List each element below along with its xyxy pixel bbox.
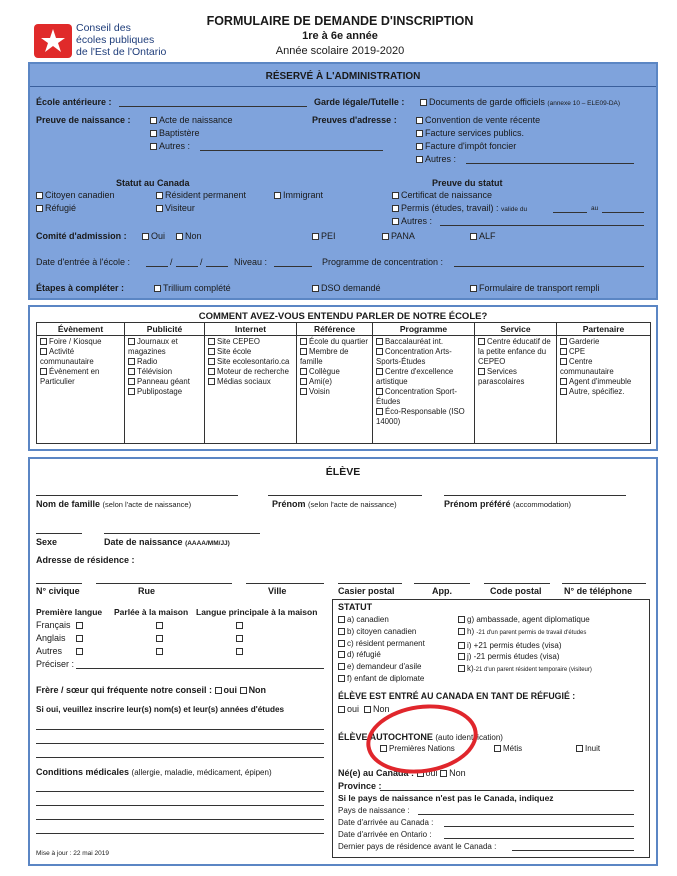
form-grades: 1re à 6e année: [302, 30, 378, 42]
date-entree-day[interactable]: [206, 266, 228, 267]
col-header-publicite: Publicité: [125, 323, 205, 336]
survey-checkbox[interactable]: [208, 348, 215, 355]
valide-label: valide du: [501, 206, 528, 213]
freres-line[interactable]: [36, 743, 324, 744]
citoyen-checkbox[interactable]: [36, 192, 43, 199]
immigrant-checkbox[interactable]: [274, 192, 281, 199]
prenom-note: (selon l'acte de naissance): [308, 500, 397, 509]
survey-checkbox[interactable]: [300, 378, 307, 385]
survey-option: Centre éducatif de la petite enfance du CEPEO: [478, 337, 551, 366]
date-arrivee-canada-field[interactable]: [444, 826, 634, 827]
col-header-programme: Programme: [373, 323, 475, 336]
langue-anglais: Anglais: [36, 633, 66, 643]
visiteur-label: Visiteur: [165, 203, 195, 213]
frere-non-checkbox[interactable]: [240, 687, 247, 694]
statut-e: e) demandeur d'asile: [347, 662, 422, 672]
inuit-label: Inuit: [585, 744, 601, 753]
date-entree-month[interactable]: [176, 266, 198, 267]
comite-oui-label: Oui: [151, 231, 166, 241]
col-partenaire: [557, 336, 651, 444]
ps-autres-field[interactable]: [440, 225, 644, 226]
survey-option: Moteur de recherche: [217, 367, 289, 376]
survey-option: Site école: [217, 347, 252, 356]
preuve-statut-title: Preuve du statut: [432, 178, 503, 188]
date-naissance-field[interactable]: [104, 533, 260, 534]
ps-autres-checkbox[interactable]: [392, 218, 399, 225]
survey-checkbox[interactable]: [40, 368, 47, 375]
valide-du-field[interactable]: [553, 212, 587, 213]
pei-label: PEI: [321, 231, 336, 241]
logo-line3: de l'Est de l'Ontario: [76, 46, 167, 58]
ps-autres-label: Autres :: [401, 216, 433, 226]
survey-option: Collègue: [309, 367, 340, 376]
statut-i-checkbox[interactable]: [458, 642, 465, 649]
telephone-field[interactable]: [562, 583, 646, 584]
survey-option: Médias sociaux: [217, 377, 271, 386]
col-service: [475, 336, 557, 444]
refugie-checkbox[interactable]: [36, 205, 43, 212]
casier-field[interactable]: [338, 583, 402, 584]
survey-option: Évènement en Particulier: [40, 367, 100, 386]
acte-label: Acte de naissance: [159, 115, 233, 125]
si-oui-label: Si oui, veuillez inscrire leur(s) nom(s) et leur(s) années d'études: [36, 705, 285, 714]
admin-title: RÉSERVÉ À L'ADMINISTRATION: [265, 71, 421, 82]
casier-label: Casier postal: [338, 586, 395, 596]
logo-mark: [34, 24, 72, 58]
sexe-label: Sexe: [36, 537, 58, 547]
rue-label: Rue: [138, 586, 156, 596]
valide-au-field[interactable]: [602, 212, 644, 213]
autres-premiere-checkbox[interactable]: [76, 648, 83, 655]
niveau-field[interactable]: [274, 266, 312, 267]
naiss-autres-label: Autres :: [159, 141, 191, 151]
survey-checkbox[interactable]: [208, 358, 215, 365]
comite-label: Comité d'admission :: [36, 231, 127, 241]
statut-h-note: -21 d'un parent permis de travail d'études: [476, 629, 587, 636]
col-header-evenement: Évènement: [37, 323, 125, 336]
prenom-pref-label: Prénom préféré: [444, 499, 511, 509]
pei-checkbox[interactable]: [312, 233, 319, 240]
statut-b: b) citoyen canadien: [347, 626, 417, 636]
survey-checkbox[interactable]: [376, 368, 383, 375]
statut-h: h): [467, 626, 475, 636]
province-label: Province :: [338, 781, 382, 791]
eleve-title: ÉLÈVE: [325, 466, 361, 478]
facture-services-label: Facture services publics.: [425, 128, 525, 138]
app-label: App.: [432, 586, 452, 596]
statut-g-checkbox[interactable]: [458, 616, 465, 623]
adr-autres-label: Autres :: [425, 154, 457, 164]
naiss-autres-checkbox[interactable]: [150, 143, 157, 150]
convention-checkbox[interactable]: [416, 117, 423, 124]
garde-label: Garde légale/Tutelle :: [314, 97, 405, 107]
form-year: Année scolaire 2019-2020: [275, 45, 405, 57]
survey-checkbox[interactable]: [376, 388, 383, 395]
premieres-nations-label: Premières Nations: [389, 744, 455, 753]
survey-checkbox[interactable]: [560, 358, 567, 365]
permis-label: Permis (études, travail) :: [401, 203, 499, 213]
francais-premiere-checkbox[interactable]: [76, 622, 83, 629]
survey-option: Concentration Arts-Sports-Études: [376, 347, 452, 366]
statut-title: STATUT: [338, 602, 373, 612]
langue-principale-label: Langue principale à la maison: [196, 607, 318, 617]
col-header-internet: Internet: [205, 323, 297, 336]
survey-option: Publipostage: [137, 387, 183, 396]
col-internet: [205, 336, 297, 444]
survey-option: Concentration Sport-Études: [376, 387, 457, 406]
conditions-label: Conditions médicales: [36, 767, 130, 777]
citoyen-label: Citoyen canadien: [45, 190, 115, 200]
survey-checkbox[interactable]: [208, 368, 215, 375]
survey-checkbox[interactable]: [208, 338, 215, 345]
adresse-label: Adresse de résidence :: [36, 555, 135, 565]
metis-checkbox[interactable]: [494, 745, 501, 752]
statut-c-checkbox[interactable]: [338, 640, 345, 647]
survey-checkbox[interactable]: [376, 408, 383, 415]
preuves-adresse-label: Preuves d'adresse :: [312, 115, 397, 125]
garde-opt: Documents de garde officiels: [429, 97, 545, 107]
trillium-label: Trillium complété: [163, 283, 231, 293]
survey-checkbox[interactable]: [300, 388, 307, 395]
prenom-field[interactable]: [268, 495, 422, 496]
prenom-pref-field[interactable]: [444, 495, 626, 496]
prenom-pref-note: (accommodation): [513, 500, 571, 509]
survey-option: Site ecolesontario.ca: [217, 357, 290, 366]
frere-non-label: Non: [248, 685, 267, 695]
frere-label: Frère / sœur qui fréquente notre conseil :: [36, 685, 213, 695]
statut-f: f) enfant de diplomate: [347, 673, 425, 683]
survey-checkbox[interactable]: [128, 358, 135, 365]
survey-checkbox[interactable]: [560, 338, 567, 345]
facture-impot-checkbox[interactable]: [416, 143, 423, 150]
survey-checkbox[interactable]: [128, 388, 135, 395]
survey-checkbox[interactable]: [560, 378, 567, 385]
refugie-oui-label: oui: [347, 704, 360, 714]
parlee-label: Parlée à la maison: [114, 607, 189, 617]
prog-conc-label: Programme de concentration :: [322, 257, 444, 267]
col-publicite: [125, 336, 205, 444]
survey-checkbox[interactable]: [128, 338, 135, 345]
survey-option: Autre, spécifiez.: [569, 387, 625, 396]
refugie-non-label: Non: [373, 704, 390, 714]
survey-option: Agent d'immeuble: [569, 377, 632, 386]
statut-i: i) +21 permis études (visa): [467, 640, 562, 650]
survey-option: Ami(e): [309, 377, 332, 386]
metis-label: Métis: [503, 744, 523, 753]
date-entree-year[interactable]: [146, 266, 168, 267]
survey-option: Éco-Responsable (ISO 14000): [376, 407, 465, 426]
survey-option: Services parascolaires: [478, 367, 525, 386]
preciser-field[interactable]: [76, 668, 324, 669]
col-programme: [373, 336, 475, 444]
pana-label: PANA: [391, 231, 415, 241]
survey-checkbox[interactable]: [300, 348, 307, 355]
garde-annex: (annexe 10 – ELE09-DA): [547, 100, 621, 107]
prog-conc-field[interactable]: [454, 266, 644, 267]
ne-non-label: Non: [449, 768, 466, 778]
frere-oui-label: oui: [223, 685, 238, 695]
survey-checkbox[interactable]: [478, 368, 485, 375]
ville-field[interactable]: [246, 583, 324, 584]
date-arrivee-ontario-label: Date d'arrivée en Ontario :: [338, 830, 432, 839]
statut-b-checkbox[interactable]: [338, 628, 345, 635]
refugie-label: Réfugié: [45, 203, 77, 213]
survey-option: Centre communautaire: [560, 357, 614, 376]
statut-f-checkbox[interactable]: [338, 675, 345, 682]
date-naissance-label: Date de naissance: [104, 537, 183, 547]
baptistere-checkbox[interactable]: [150, 130, 157, 137]
ville-label: Ville: [268, 586, 287, 596]
telephone-label: N° de téléphone: [564, 586, 633, 596]
dernier-pays-field[interactable]: [512, 850, 634, 851]
ne-oui-label: oui: [425, 768, 438, 778]
pana-checkbox[interactable]: [382, 233, 389, 240]
dernier-pays-label: Dernier pays de résidence avant le Canada :: [338, 842, 497, 851]
survey-option: Télévision: [137, 367, 173, 376]
statut-j: j) -21 permis études (visa): [467, 652, 560, 662]
conditions-note: (allergie, maladie, médicament, épipen): [131, 768, 272, 777]
survey-option: Radio: [137, 357, 158, 366]
survey-checkbox[interactable]: [40, 348, 47, 355]
convention-label: Convention de vente récente: [425, 115, 541, 125]
adr-autres-field[interactable]: [466, 163, 634, 164]
survey-option: Centre d'excellence artistique: [376, 367, 454, 386]
province-field[interactable]: [380, 790, 634, 791]
statut-k-checkbox[interactable]: [458, 665, 465, 672]
autres-principale-checkbox[interactable]: [236, 648, 243, 655]
facture-services-checkbox[interactable]: [416, 130, 423, 137]
transport-label: Formulaire de transport rempli: [479, 283, 600, 293]
preciser-label: Préciser :: [36, 659, 75, 669]
ne-canada-label: Né(e) au Canada :: [338, 768, 415, 778]
survey-table: [36, 322, 651, 444]
garde-checkbox[interactable]: [420, 99, 427, 106]
survey-option: Foire / Kiosque: [49, 337, 102, 346]
comite-non-checkbox[interactable]: [176, 233, 183, 240]
resident-checkbox[interactable]: [156, 192, 163, 199]
logo-line2: écoles publiques: [76, 34, 155, 46]
anglais-parlee-checkbox[interactable]: [156, 635, 163, 642]
star-icon: [34, 24, 72, 58]
survey-option: Garderie: [569, 337, 600, 346]
survey-checkbox[interactable]: [300, 368, 307, 375]
autochtone-title: ÉLÈVE AUTOCHTONE: [338, 732, 433, 742]
adr-autres-checkbox[interactable]: [416, 156, 423, 163]
permis-checkbox[interactable]: [392, 205, 399, 212]
sexe-field[interactable]: [36, 533, 82, 534]
certificat-label: Certificat de naissance: [401, 190, 493, 200]
survey-checkbox[interactable]: [208, 378, 215, 385]
logo-line1: Conseil des: [76, 22, 131, 34]
freres-line[interactable]: [36, 757, 324, 758]
dso-checkbox[interactable]: [312, 285, 319, 292]
comite-non-label: Non: [185, 231, 202, 241]
pays-naissance-field[interactable]: [418, 814, 634, 815]
survey-option: Journaux et magazines: [128, 337, 178, 356]
trillium-checkbox[interactable]: [154, 285, 161, 292]
code-postal-field[interactable]: [484, 583, 550, 584]
conditions-line[interactable]: [36, 819, 324, 820]
niveau-label: Niveau :: [234, 257, 268, 267]
statut-g: g) ambassade, agent diplomatique: [467, 615, 590, 624]
code-postal-label: Code postal: [490, 586, 542, 596]
acte-checkbox[interactable]: [150, 117, 157, 124]
langue-francais: Français: [36, 620, 71, 630]
premiere-langue-label: Première langue: [36, 607, 103, 617]
visiteur-checkbox[interactable]: [156, 205, 163, 212]
transport-checkbox[interactable]: [470, 285, 477, 292]
survey-option: École du quartier: [309, 337, 368, 346]
survey-option: Panneau géant: [137, 377, 190, 386]
civique-label: N° civique: [36, 586, 80, 596]
statut-k: k): [467, 664, 474, 674]
statut-a-checkbox[interactable]: [338, 616, 345, 623]
conditions-line[interactable]: [36, 833, 324, 834]
prenom-label: Prénom: [272, 499, 306, 509]
survey-checkbox[interactable]: [560, 388, 567, 395]
survey-title: COMMENT AVEZ-VOUS ENTENDU PARLER DE NOTRE ÉCOLE?: [198, 311, 488, 322]
date-arrivee-canada-label: Date d'arrivée au Canada :: [338, 818, 434, 827]
survey-checkbox[interactable]: [478, 338, 485, 345]
statut-canada-title: Statut au Canada: [116, 178, 190, 188]
survey-checkbox[interactable]: [128, 378, 135, 385]
survey-option: Activité communautaire: [40, 347, 94, 366]
date-arrivee-ontario-field[interactable]: [444, 838, 634, 839]
survey-option: Site CEPEO: [217, 337, 260, 346]
nom-famille-label: Nom de famille: [36, 499, 101, 509]
resident-label: Résident permanent: [165, 190, 247, 200]
survey-option: CPE: [569, 347, 586, 356]
facture-impot-label: Facture d'impôt foncier: [425, 141, 517, 151]
survey-checkbox[interactable]: [300, 338, 307, 345]
refugie-non-checkbox[interactable]: [364, 706, 371, 713]
mise-a-jour: Mise à jour : 22 mai 2019: [36, 850, 109, 857]
survey-checkbox[interactable]: [376, 338, 383, 345]
statut-d-checkbox[interactable]: [338, 651, 345, 658]
frere-oui-checkbox[interactable]: [215, 687, 222, 694]
freres-line[interactable]: [36, 729, 324, 730]
autochtone-note: (auto identification): [435, 733, 503, 742]
francais-parlee-checkbox[interactable]: [156, 622, 163, 629]
statut-j-checkbox[interactable]: [458, 653, 465, 660]
col-reference: [297, 336, 373, 444]
ne-non-checkbox[interactable]: [440, 770, 447, 777]
conditions-line[interactable]: [36, 805, 324, 806]
conditions-line[interactable]: [36, 791, 324, 792]
si-pays-label: Si le pays de naissance n'est pas le Canada, indiquez: [338, 793, 554, 803]
col-evenement: [37, 336, 125, 444]
alf-checkbox[interactable]: [470, 233, 477, 240]
statut-h-checkbox[interactable]: [458, 628, 465, 635]
preuve-naissance-label: Preuve de naissance :: [36, 115, 131, 125]
inuit-checkbox[interactable]: [576, 745, 583, 752]
civique-field[interactable]: [36, 583, 82, 584]
col-header-service: Service: [475, 323, 557, 336]
autres-parlee-checkbox[interactable]: [156, 648, 163, 655]
naiss-autres-field[interactable]: [200, 150, 383, 151]
comite-oui-checkbox[interactable]: [142, 233, 149, 240]
statut-c: c) résident permanent: [347, 638, 425, 648]
statut-e-checkbox[interactable]: [338, 663, 345, 670]
etapes-label: Étapes à compléter :: [36, 283, 125, 293]
refugie-oui-checkbox[interactable]: [338, 706, 345, 713]
alf-label: ALF: [479, 231, 496, 241]
date-format-note: (AAAA/MM/JJ): [185, 540, 230, 547]
survey-checkbox[interactable]: [128, 368, 135, 375]
statut-d: d) réfugié: [347, 650, 381, 660]
col-header-reference: Référence: [297, 323, 373, 336]
anglais-principale-checkbox[interactable]: [236, 635, 243, 642]
immigrant-label: Immigrant: [283, 190, 324, 200]
statut-k-note: -21 d'un parent résident temporaire (visiteur): [473, 667, 592, 674]
rue-field[interactable]: [96, 583, 232, 584]
pays-naissance-label: Pays de naissance :: [338, 806, 410, 815]
survey-option: Baccalauréat int.: [385, 337, 444, 346]
certificat-checkbox[interactable]: [392, 192, 399, 199]
date-entree-label: Date d'entrée à l'école :: [36, 257, 130, 267]
app-field[interactable]: [414, 583, 470, 584]
baptistere-label: Baptistère: [159, 128, 200, 138]
survey-checkbox[interactable]: [40, 338, 47, 345]
survey-option: Voisin: [309, 387, 330, 396]
statut-a: a) canadien: [347, 615, 389, 624]
langue-autres: Autres: [36, 646, 63, 656]
francais-principale-checkbox[interactable]: [236, 622, 243, 629]
nom-famille-note: (selon l'acte de naissance): [102, 500, 192, 509]
form-title: FORMULAIRE DE DEMANDE D'INSCRIPTION: [206, 14, 474, 28]
col-header-partenaire: Partenaire: [557, 323, 651, 336]
survey-option: Membre de famille: [300, 347, 349, 366]
anglais-premiere-checkbox[interactable]: [76, 635, 83, 642]
dso-label: DSO demandé: [321, 283, 381, 293]
survey-checkbox[interactable]: [376, 348, 383, 355]
ecole-label: École antérieure :: [36, 97, 112, 107]
refugie-question: ÉLÈVE EST ENTRÉ AU CANADA EN TANT DE RÉFUGIÉ :: [338, 691, 576, 701]
au-label: au: [591, 205, 599, 212]
ecole-field[interactable]: [119, 106, 307, 107]
survey-checkbox[interactable]: [560, 348, 567, 355]
nom-famille-field[interactable]: [36, 495, 238, 496]
